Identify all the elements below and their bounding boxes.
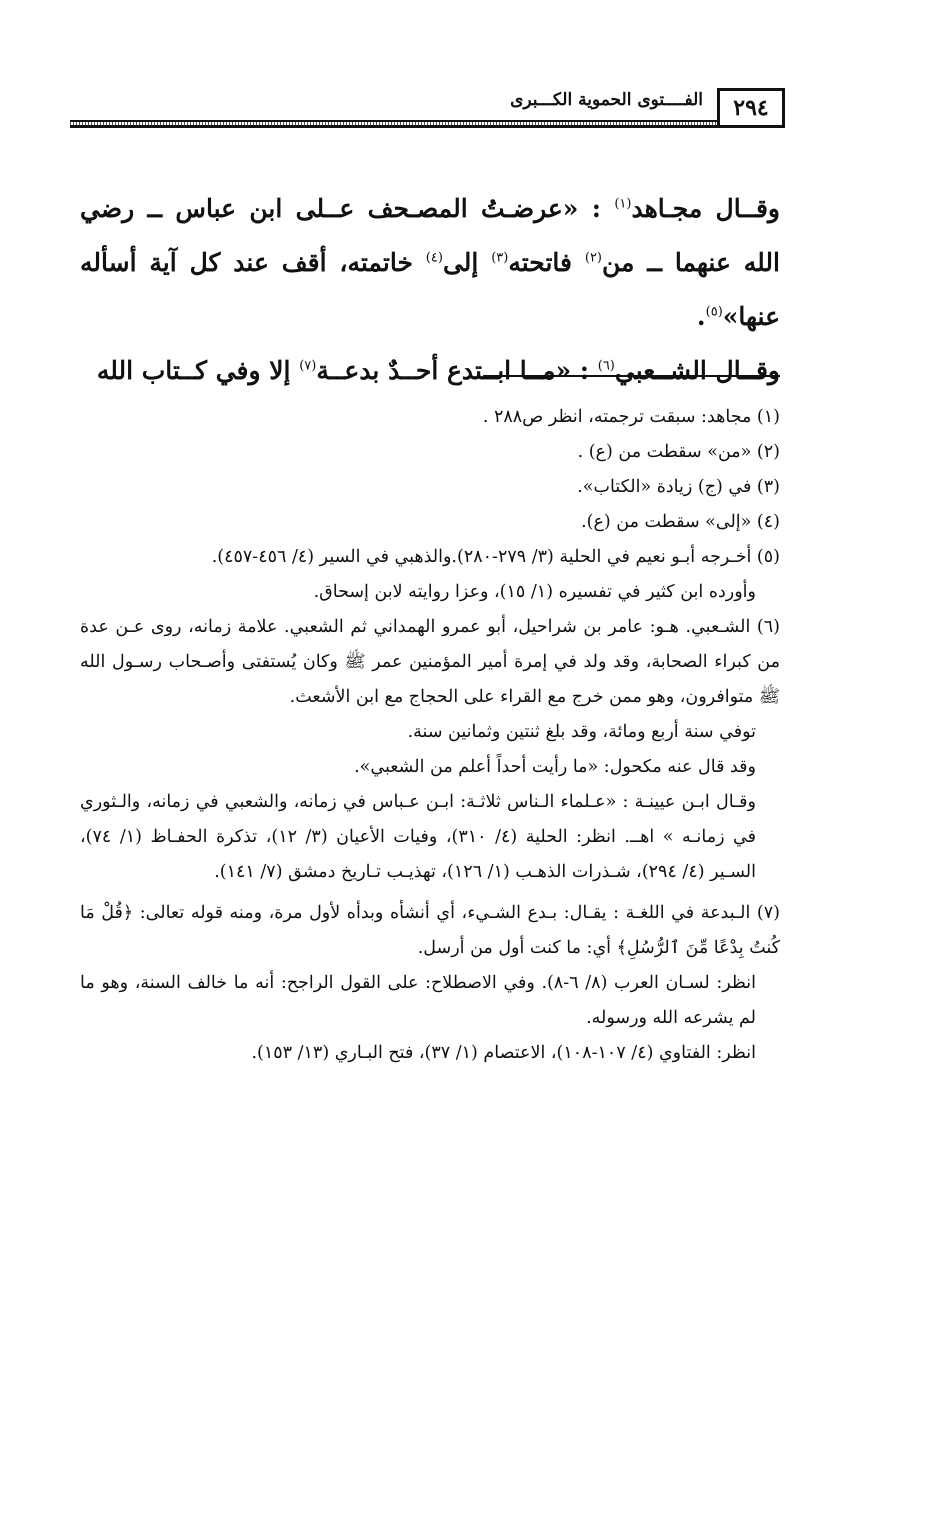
running-title: الفــــتوى الحموية الكـــبرى (510, 90, 703, 110)
footnote-1: (١) مجاهد: سبقت ترجمته، انظر ص٢٨٨ . (482, 407, 780, 427)
header-rule (70, 120, 717, 128)
footnote-ref-6: (٦) (597, 358, 615, 374)
footnote-ref-1: (١) (614, 196, 632, 212)
text-run: فاتحته (508, 248, 585, 277)
text-run: إلا وفي كــتاب الله (96, 356, 300, 385)
text-run: . (696, 302, 706, 331)
footnote-6-uyaynah: وقـال ابـن عيينـة : «عـلماء الـناس ثلاثـة: ابـن عـباس في زمانه، والشعبي في زمانه، والـثوري في زمانـه » اهــ. انظر: الحلية (٤/ ٣١٠)، وفيات الأعيان (٣/ ١٢)، تذكرة الحفـاظ (١/ ٧٤)، السـير (٤/ ٢٩٤)، شـذرات الذهـب (١/ ١٢٦)، تهذيـب تـاريخ دمشق (٧/ ١٤١). (80, 792, 756, 882)
paragraph-shabi (80, 344, 780, 398)
footnote-7-refs: انظر: الفتاوي (٤/ ١٠٧-١٠٨)، الاعتصام (١/ ٣٧)، فتح البـاري (١٣/ ١٥٣). (251, 1043, 756, 1063)
text-run: إلى (442, 248, 492, 277)
text-run: : «مــا ابــتدع أحــدٌ بدعــة (316, 356, 598, 385)
footnote-6-death: توفي سنة أربع ومائة، وقد بلغ ثنتين وثمانين سنة. (407, 722, 756, 742)
main-text (80, 182, 780, 398)
footnote-ref-3: (٣) (491, 250, 509, 266)
footnote-separator (483, 375, 780, 377)
paragraph-mujahid (80, 182, 780, 344)
page-number: ٢٩٤ (717, 88, 785, 128)
text-run: وقــال مجـاهد (631, 194, 781, 223)
footnote-2: (٢) «من» سقطت من (ع) . (577, 442, 780, 462)
footnote-7: (٧) الـبدعة في اللغـة : يقـال: بـدع الشـيء، أي أنشأه وبدأه لأول مرة، ومنه قوله تعالى: ﴿قُلْ مَا كُنتُ بِدْعًا مِّنَ ٱلرُّسُلِ﴾ أي: ما كنت أول من أرسل. (80, 903, 780, 958)
page-header (70, 88, 785, 138)
text-run: وقــال الشــعبي (614, 356, 780, 385)
footnote-5: (٥) أخـرجه أبـو نعيم في الحلية (٣/ ٢٧٩-٢٨٠).والذهبي في السير (٤/ ٤٥٦-٤٥٧). (211, 547, 780, 567)
footnote-4: (٤) «إلى» سقطت من (ع). (581, 512, 780, 532)
footnote-6: (٦) الشـعبي. هـو: عامر بن شراحيل، أبو عمرو الهمداني ثم الشعبي. علامة زمانه، روى عـن عدة من كبراء الصحابة، وقد ولد في إمرة أمير المؤمنين عمر ﷺ وكان يُستفتى وأصـحاب رسـول الله ﷺ متوافرون، وهو ممن خرج مع القراء على الحجاج مع ابن الأشعث. (80, 617, 780, 707)
footnote-3: (٣) في (ج) زيادة «الكتاب». (577, 477, 780, 497)
footnotes (80, 400, 780, 1071)
text-run: خاتمته، أقف عند كل آية أسأله عنها» (80, 248, 780, 331)
text-run: : «عرضـتُ المصـحف عــلى ابن عباس ــ رضي الله عنهما ــ من (80, 194, 780, 277)
footnote-7-definition: انظر: لسـان العرب (٨/ ٦-٨). وفي الاصطلاح: على القول الراجح: أنه ما خالف السنة، وهو ما لم يشرعه الله ورسوله. (80, 973, 756, 1028)
footnote-ref-5: (٥) (705, 304, 723, 320)
footnote-5-cont: وأورده ابن كثير في تفسيره (١/ ١٥)، وعزا روايته لابن إسحاق. (313, 582, 756, 602)
footnote-ref-4: (٤) (425, 250, 443, 266)
footnote-6-makhul: وقد قال عنه مكحول: «ما رأيت أحداً أعلم من الشعبي». (354, 757, 756, 777)
footnote-ref-7: (٧) (299, 358, 317, 374)
footnote-ref-2: (٢) (584, 250, 602, 266)
